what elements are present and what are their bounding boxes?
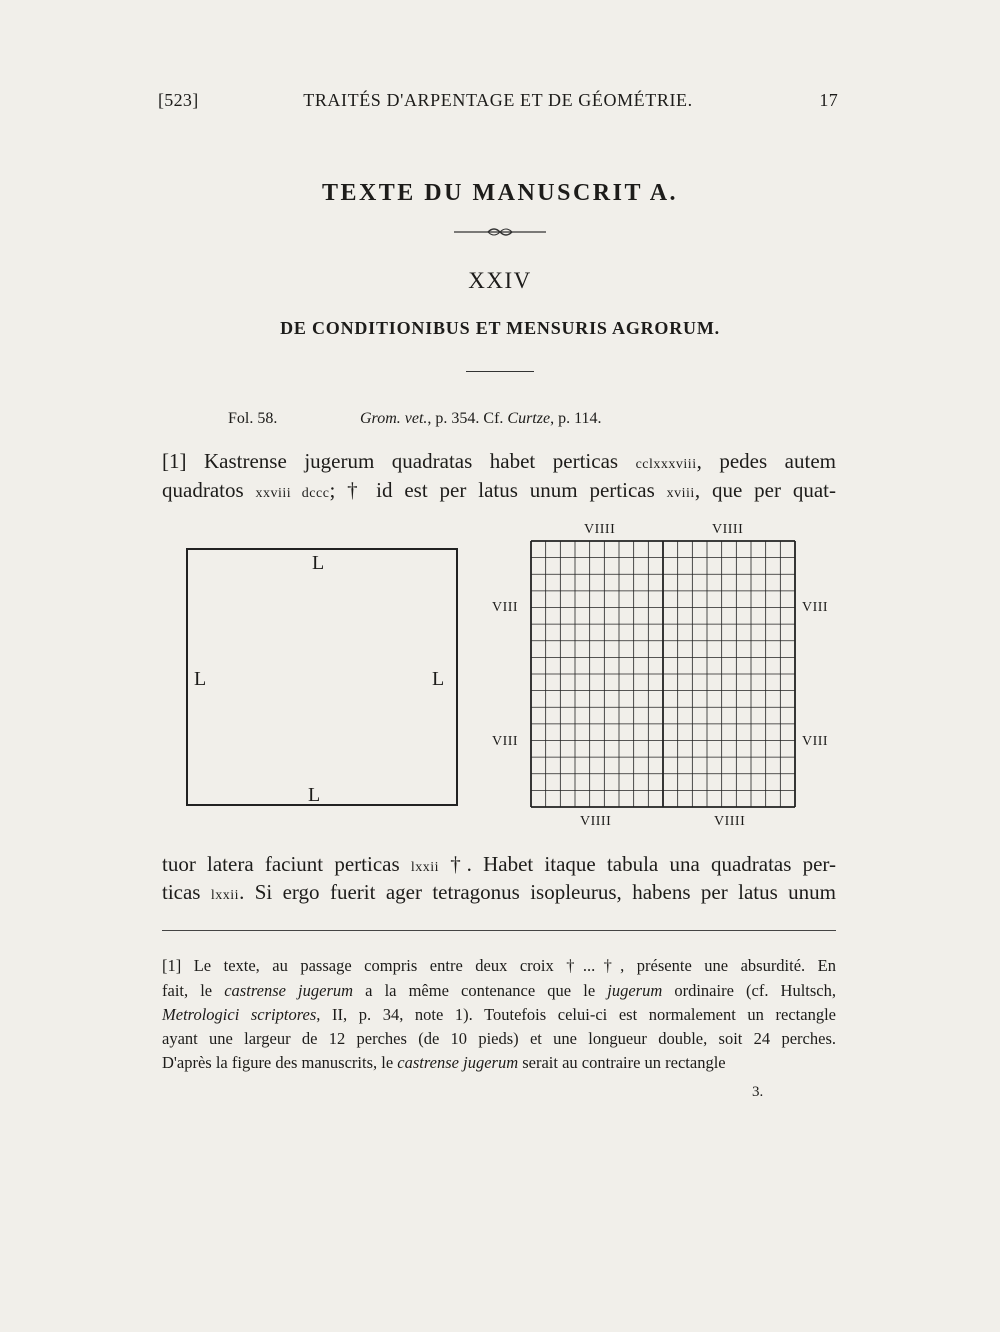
- ornament-divider-icon: [454, 226, 546, 238]
- grid-label-bottom-left: VIIII: [580, 814, 612, 829]
- square-label-left: L: [194, 668, 207, 690]
- small-caps-numeral: lxxii: [410, 860, 440, 875]
- body-line-3: [162, 851, 836, 881]
- footnote-line-2: [162, 980, 836, 1002]
- chapter-title: DE CONDITIONIBUS ET MENSURIS AGRORUM.: [280, 318, 720, 338]
- grom-vet: Grom. vet.: [360, 410, 428, 427]
- page-number-left: [523]: [158, 90, 199, 110]
- text-span: [1] Le texte, au passage compris entre deux croix †...†, présente une absurdité. En: [162, 956, 836, 975]
- footnote-line-1: [162, 955, 836, 977]
- text-span: D'après la figure des manuscrits, le: [162, 1053, 398, 1072]
- small-caps-numeral: xxviii dccc: [255, 486, 330, 501]
- running-title: TRAITÉS D'ARPENTAGE ET DE GÉOMÉTRIE.: [303, 90, 693, 110]
- text-span: ; † id est per latus unum perticas: [329, 478, 667, 502]
- text-span: ayant une largeur de 12 perches (de 10 pieds) et une longueur double, soit 24 perches.: [162, 1029, 836, 1048]
- curtze-name: Curtze: [507, 410, 551, 427]
- curtze-page: , p. 114.: [550, 410, 602, 427]
- text-span: ticas: [162, 880, 211, 904]
- body-line-4: [162, 879, 836, 909]
- grid-label-top-left: VIIII: [584, 522, 616, 537]
- footnote-line-3: [162, 1004, 836, 1026]
- square-label-right: L: [432, 668, 445, 690]
- page-number-right: 17: [819, 90, 838, 110]
- grid-svg: [530, 540, 796, 808]
- text-span: [1] Kastrense jugerum quadratas habet perticas: [162, 449, 636, 473]
- square-label-bottom: L: [308, 784, 321, 806]
- italic-term: castrense jugerum: [397, 1053, 519, 1072]
- grid-label-bottom-right: VIIII: [714, 814, 746, 829]
- signature-mark: 3.: [752, 1084, 764, 1100]
- body-line-1: [162, 448, 836, 478]
- text-span: tuor latera faciunt perticas: [162, 852, 411, 876]
- chapter-number: XXIV: [468, 268, 532, 293]
- main-title: TEXTE DU MANUSCRIT A.: [321, 180, 679, 206]
- italic-term: castrense jugerum: [224, 981, 354, 1000]
- text-span: . Si ergo fuerit ager tetragonus isopleurus, habens per latus unum: [239, 880, 836, 904]
- text-span: , pedes autem: [696, 449, 836, 473]
- text-span: a la même contenance que le: [353, 981, 608, 1000]
- grid-label-top-right: VIIII: [712, 522, 744, 537]
- square-label-top: L: [312, 552, 325, 574]
- body-line-2: [162, 477, 836, 507]
- text-span: †. Habet itaque tabula una quadratas per-: [439, 852, 837, 876]
- grid-label-left-upper: VIII: [492, 600, 519, 615]
- small-caps-numeral: xviii: [666, 486, 695, 501]
- grid-figure: [530, 540, 796, 813]
- grid-label-right-lower: VIII: [802, 734, 829, 749]
- italic-term: Metrologici scriptores: [162, 1005, 317, 1024]
- grid-label-right-upper: VIII: [802, 600, 829, 615]
- text-span: fait, le: [162, 981, 225, 1000]
- text-span: , que per quat-: [694, 478, 836, 502]
- text-span: , II, p. 34, note 1). Toutefois celui-ci est normalement un rectangle: [316, 1005, 836, 1024]
- source-reference: [360, 410, 601, 428]
- italic-term: jugerum: [607, 981, 663, 1000]
- footnote-line-4: [162, 1028, 836, 1050]
- chapter-rule: [466, 371, 534, 372]
- small-caps-numeral: lxxii: [210, 888, 240, 903]
- grid-label-left-lower: VIII: [492, 734, 519, 749]
- text-span: ordinaire (cf. Hultsch,: [662, 981, 837, 1000]
- text-span: serait au contraire un rectangle: [518, 1053, 726, 1072]
- square-figure: [186, 548, 458, 806]
- footnote-line-5: [162, 1052, 836, 1074]
- footnote-rule: [162, 930, 836, 931]
- running-header: [158, 90, 838, 114]
- small-caps-numeral: cclxxxviii: [635, 457, 697, 472]
- text-span: quadratos: [162, 478, 256, 502]
- folio-ref: Fol. 58.: [228, 410, 278, 427]
- grom-page: , p. 354. Cf.: [427, 410, 508, 427]
